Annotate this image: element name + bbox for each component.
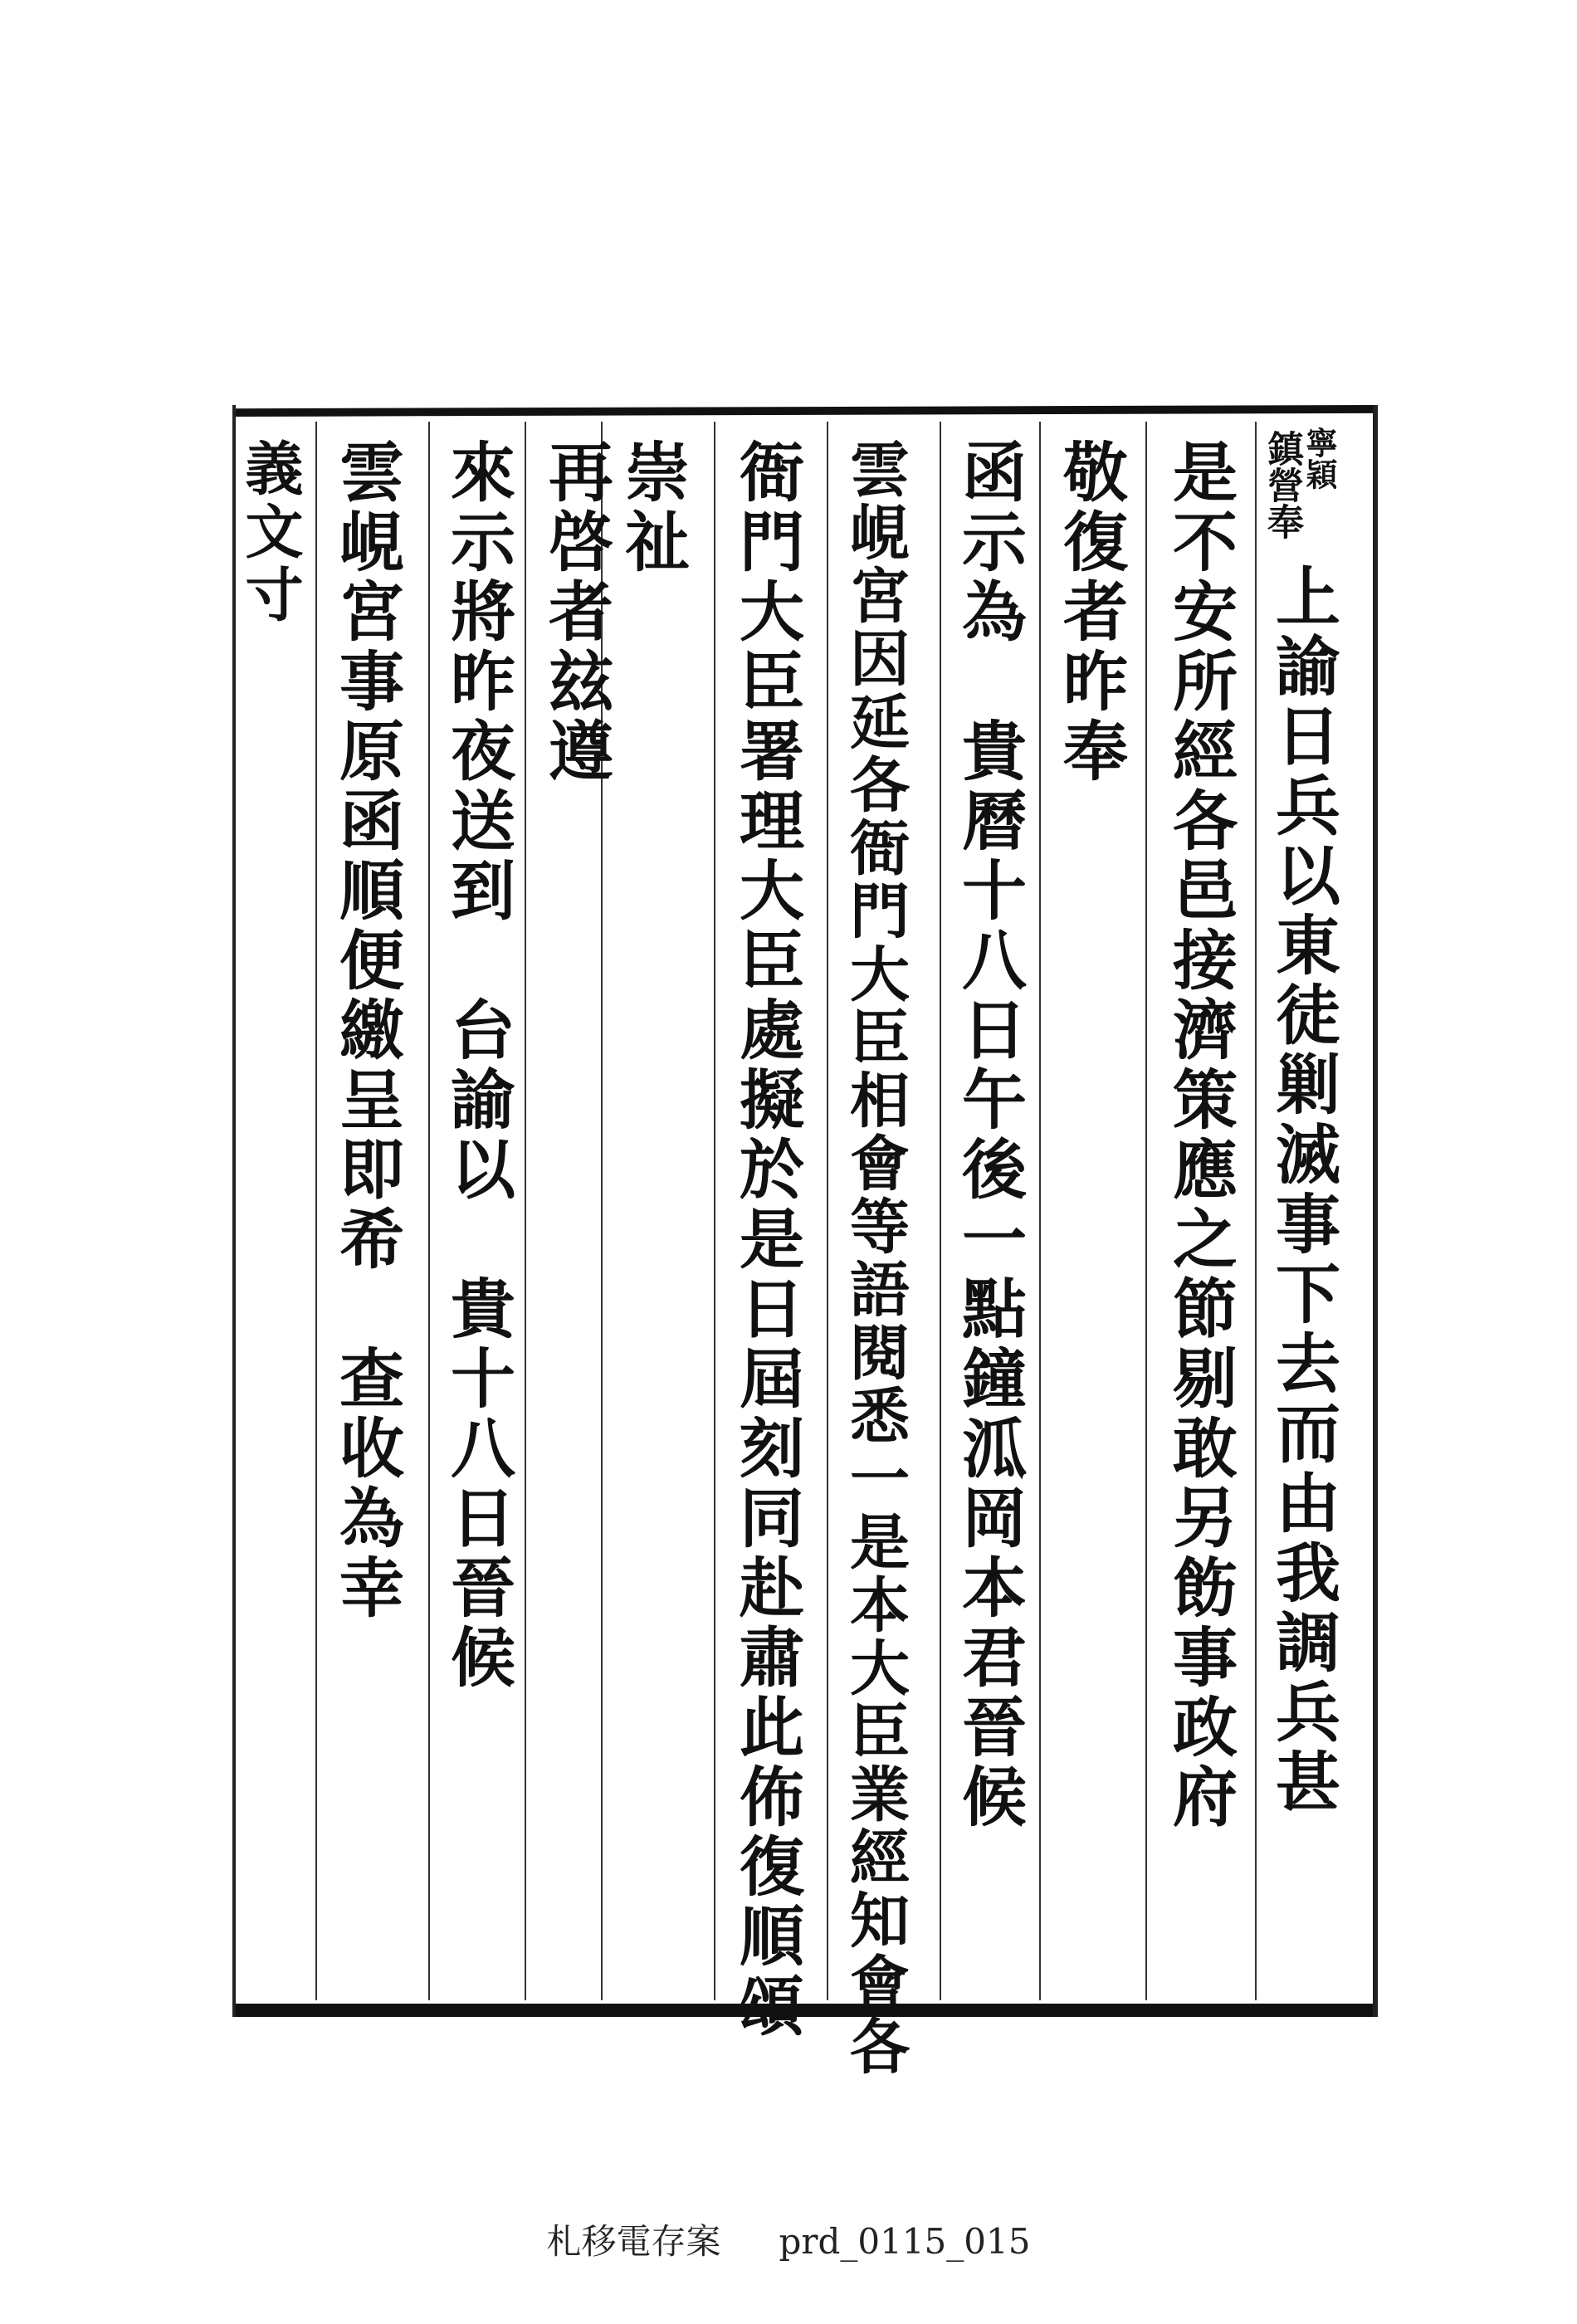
- manuscript-frame: [232, 405, 1378, 2078]
- marginal-note-top: 鎮營奉: [1261, 430, 1303, 540]
- caption-id: prd_0115_015: [779, 2221, 1031, 2262]
- text-column-11: 義文寸: [236, 438, 305, 627]
- column-rule: [714, 422, 715, 2000]
- text-column-2: 是不安所經各邑接濟策應之節剔敢另飭事政府: [1162, 438, 1238, 1833]
- column-rule: [940, 422, 941, 2000]
- column-rule: [827, 422, 828, 2000]
- text-column-10: 雲峴宮事原函順便繳呈即希 查收為幸: [329, 438, 404, 1623]
- caption-title: 札移電存案: [546, 2221, 721, 2262]
- column-rule: [1145, 422, 1147, 2000]
- column-rule: [1039, 422, 1041, 2000]
- column-rule: [428, 422, 430, 2000]
- frame-bottom-border: [232, 2004, 1378, 2017]
- column-rule: [525, 422, 526, 2000]
- text-column-1: 上諭日兵以東徒剿滅事下去而由我調兵甚: [1265, 563, 1340, 1818]
- page-caption: [0, 2214, 1577, 2264]
- text-column-3: 敬復者昨奉: [1052, 438, 1128, 787]
- frame-left-border: [232, 405, 236, 2017]
- text-column-9: 來示將昨夜送到 台諭以 貴十八日晉候: [440, 438, 515, 1693]
- frame-right-border: [1373, 405, 1378, 2017]
- text-column-6: 衙門大臣署理大臣處擬於是日屆刻同赴肅此佈復順頌: [729, 438, 804, 2042]
- column-rule: [1255, 422, 1257, 2000]
- text-column-8: 再啓者玆遵: [538, 438, 613, 787]
- frame-top-border: [232, 405, 1378, 417]
- column-rule: [315, 422, 317, 2000]
- text-column-5: 雲峴宮因延各衙門大臣相會等語閱悉一是本大臣業經知會各: [840, 438, 911, 2078]
- text-column-4: 函示為 貴曆十八日午後一點鐘泒岡本君晉候: [951, 438, 1027, 1833]
- text-column-7: 崇祉: [614, 438, 690, 578]
- marginal-note-side: 寧穎: [1301, 427, 1338, 490]
